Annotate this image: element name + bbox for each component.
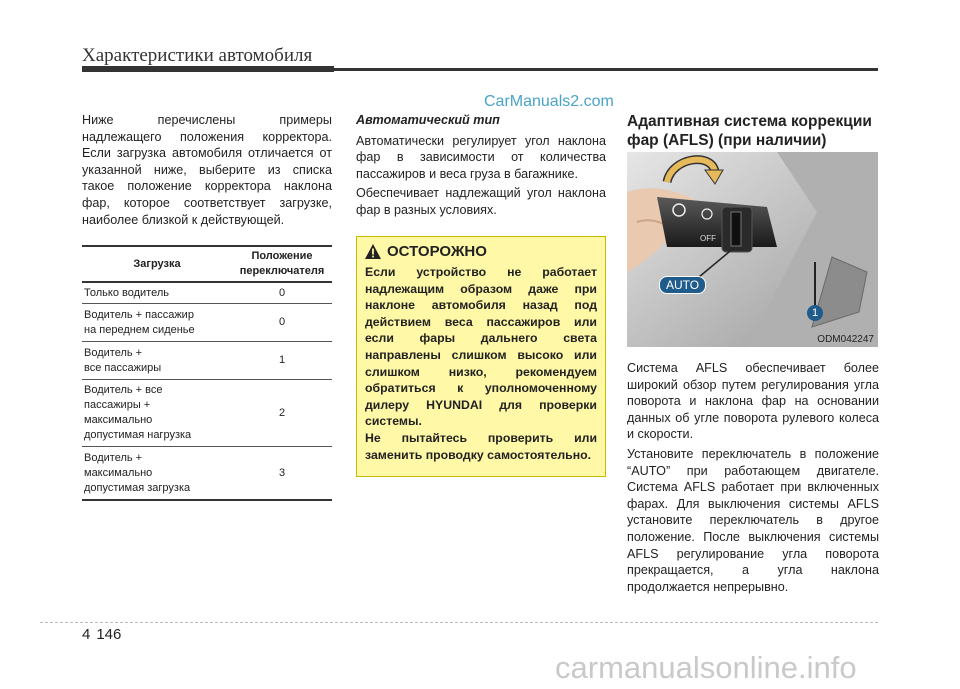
table-header-row <box>82 246 332 282</box>
auto-label: AUTO <box>659 276 706 294</box>
image-code: ODM042247 <box>817 334 874 345</box>
afls-title: Адаптивная система коррекции фар (AFLS) (при наличии) <box>627 113 872 149</box>
load-line: допустимая нагрузка <box>84 429 192 441</box>
callout-number: 1 <box>807 305 823 321</box>
afls-switch-photo <box>627 152 878 347</box>
warning-icon <box>365 244 381 259</box>
load-cell <box>82 304 232 342</box>
load-line: все пассажиры <box>84 361 162 374</box>
position-cell: 3 <box>232 447 332 501</box>
load-position-table <box>82 245 332 501</box>
load-line: Водитель + все <box>84 384 163 396</box>
warning-heading <box>365 243 597 260</box>
column-2 <box>356 112 606 222</box>
load-line: Только водитель <box>84 286 169 299</box>
load-line: пассажиры + <box>84 399 151 411</box>
table-row <box>82 447 332 501</box>
load-line: допустимая загрузка <box>84 481 191 494</box>
position-cell: 0 <box>232 304 332 342</box>
auto-paragraph-2: Обеспечивает надлежащий угол наклона фар в разных условиях. <box>356 186 606 217</box>
load-line: Водитель + пассажир <box>84 308 194 321</box>
section-number: 4 <box>82 626 91 643</box>
position-cell: 0 <box>232 282 332 304</box>
table-row <box>82 304 332 342</box>
header-rule <box>82 68 878 71</box>
warning-box <box>356 236 606 477</box>
table-row <box>82 380 332 447</box>
warning-title: ОСТОРОЖНО <box>387 243 487 260</box>
load-line: Водитель + <box>84 451 143 464</box>
subsection-title: Автоматический тип <box>356 113 500 127</box>
position-cell: 2 <box>232 380 332 447</box>
page-header-title: Характеристики автомобиля <box>82 45 313 66</box>
column-1 <box>82 112 332 231</box>
off-label: OFF <box>700 234 716 243</box>
warning-text-2: Не пытайтесь проверить или заменить проводку самостоятельно. <box>365 430 597 462</box>
table-row <box>82 282 332 304</box>
table-header-load: Загрузка <box>82 246 232 282</box>
watermark-top[interactable]: CarManuals2.com <box>484 93 614 110</box>
page-number-value: 146 <box>96 626 122 643</box>
load-cell <box>82 447 232 501</box>
table-body <box>82 282 332 500</box>
warning-text-1: Если устройство не работает надлежащим образом даже при наклоне автомобиля назад под действием веса пассажиров или если фары дальнего света направлены слишком высоко или слишком низко, рекомендуем обратиться к уполномоченному дилеру HYUNDAI для проверки системы. <box>365 265 597 429</box>
intro-paragraph: Ниже перечислены примеры надлежащего положения корректора. Если загрузка автомобиля отличается от указанной ниже, выберите из списка такое положение корректора наклона фар, которое соответствует загрузке, наиболее близкой к действующей. <box>82 113 332 227</box>
load-cell <box>82 342 232 380</box>
load-cell <box>82 282 232 304</box>
page-number <box>82 626 127 643</box>
table-row <box>82 342 332 380</box>
table-header-position: Положение переключателя <box>232 246 332 282</box>
load-line: Водитель + <box>84 346 143 359</box>
auto-paragraph-1: Автоматически регулирует угол наклона фар в зависимости от количества пассажиров и веса груза в багажнике. <box>356 133 606 181</box>
load-line: на переднем сиденье <box>84 323 195 336</box>
afls-paragraph-1: Система AFLS обеспечивает более широкий обзор путем регулирования угла поворота и наклона фар на основании данных об угле поворота рулевого колеса и скорости. <box>627 361 879 442</box>
load-line: максимально <box>84 414 153 426</box>
load-line: максимально <box>84 466 153 479</box>
load-cell <box>82 380 232 447</box>
afls-paragraph-2: Установите переключатель в положение “AUTO” при работающем двигателе. Система AFLS работает при включенных фарах. Для выключения системы AFLS установите переключатель в другое положение. После выключения системы AFLS регулирование угла поворота прекращается, а угла наклона продолжается непрерывно. <box>627 446 879 594</box>
footer-rule <box>40 622 878 623</box>
footer-watermark[interactable]: carmanualsonline.info <box>555 650 857 685</box>
position-cell: 1 <box>232 342 332 380</box>
switch-illustration <box>627 152 878 347</box>
